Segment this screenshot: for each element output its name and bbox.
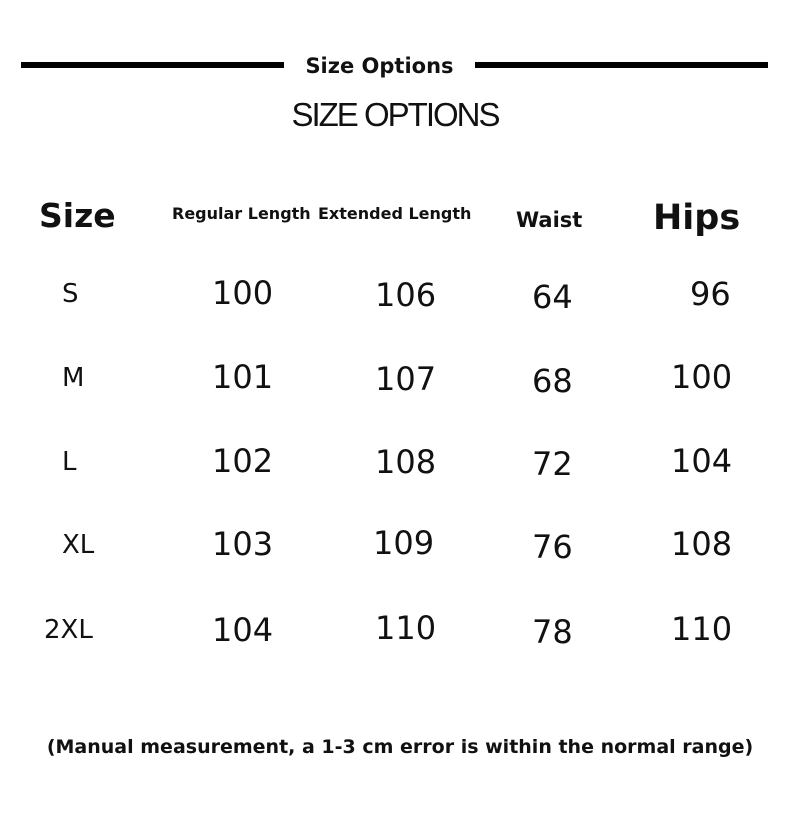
measurement-footnote: (Manual measurement, a 1-3 cm error is within the normal range) xyxy=(46,736,754,758)
size-cell: S xyxy=(62,279,79,309)
regular-length-cell: 100 xyxy=(212,274,274,312)
hips-cell: 108 xyxy=(671,525,733,563)
column-header-hips: Hips xyxy=(653,198,741,238)
extended-length-cell: 108 xyxy=(375,443,437,481)
size-cell: L xyxy=(62,447,77,477)
column-header-waist: Waist xyxy=(516,208,583,232)
size-cell: M xyxy=(62,363,85,393)
regular-length-cell: 101 xyxy=(212,358,274,396)
size-cell: XL xyxy=(62,530,95,560)
column-header-regular-length: Regular Length xyxy=(172,204,311,223)
hips-cell: 100 xyxy=(671,358,733,396)
header-title: Size Options xyxy=(305,54,454,78)
size-cell: 2XL xyxy=(44,615,93,645)
extended-length-cell: 106 xyxy=(375,276,437,314)
waist-cell: 78 xyxy=(532,613,573,651)
extended-length-cell: 107 xyxy=(375,360,437,398)
extended-length-cell: 109 xyxy=(373,524,435,562)
header-rule-right xyxy=(475,62,768,68)
waist-cell: 68 xyxy=(532,362,573,400)
waist-cell: 76 xyxy=(532,528,573,566)
header-rule-left xyxy=(21,62,284,68)
page-subtitle: SIZE OPTIONS xyxy=(291,96,499,133)
column-header-extended-length: Extended Length xyxy=(318,204,472,223)
column-header-size: Size xyxy=(39,196,116,235)
hips-cell: 104 xyxy=(671,442,733,480)
extended-length-cell: 110 xyxy=(375,609,437,647)
regular-length-cell: 103 xyxy=(212,525,274,563)
waist-cell: 72 xyxy=(532,445,573,483)
regular-length-cell: 104 xyxy=(212,611,274,649)
waist-cell: 64 xyxy=(532,278,573,316)
hips-cell: 110 xyxy=(671,610,733,648)
regular-length-cell: 102 xyxy=(212,442,274,480)
hips-cell: 96 xyxy=(690,275,731,313)
